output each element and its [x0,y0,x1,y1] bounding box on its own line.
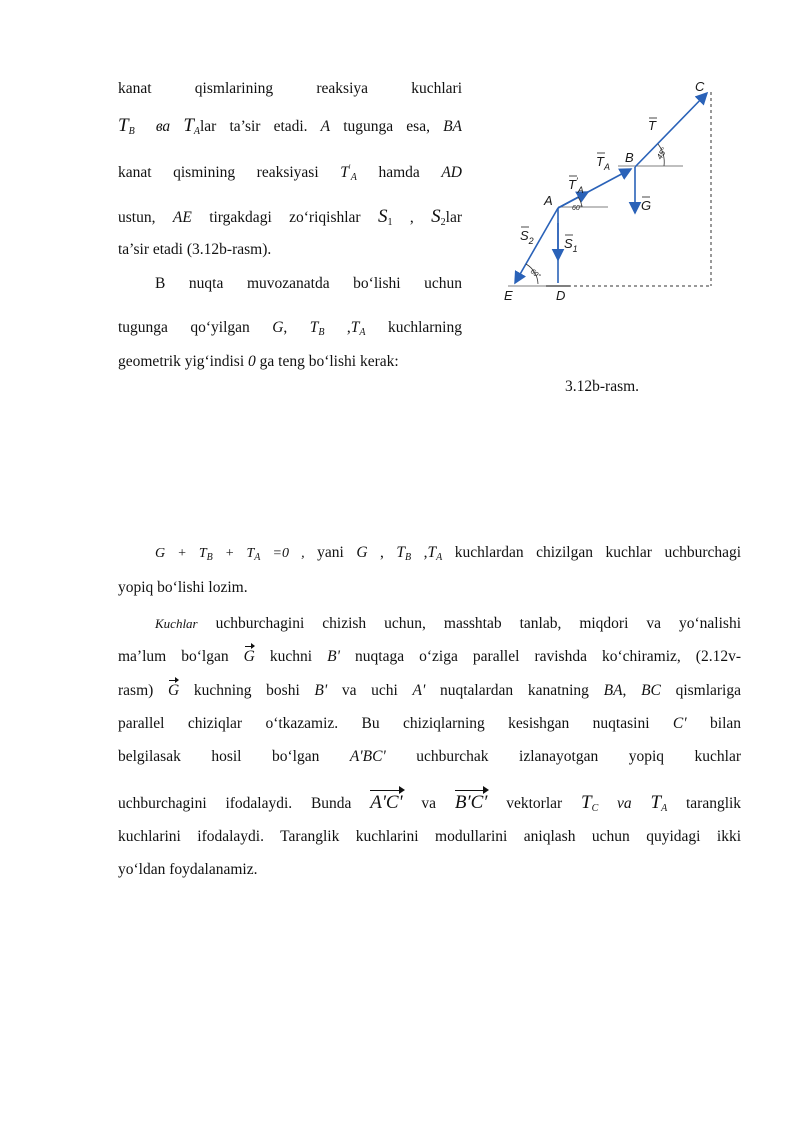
label-c: C [695,79,705,94]
label-angle-60-e: 60° [528,268,542,281]
p3-line-7: kuchlarini ifodalaydi. Taranglik kuchlarini modullarini aniqlash uchun quyidagi ikki [118,828,741,845]
label-g: G [641,198,652,213]
label-a: A [544,193,553,208]
p1-line-1: kanat qismlarining reaksiya kuchlari [118,80,463,97]
p3-line-6: uchburchagini ifodalaydi. Bunda A'C' va B′C′ vektorlar $T_C$ va $T_A$ taranglik [118,792,742,814]
label-b: B [625,150,634,165]
label-ta: $T_A$ [596,154,610,172]
p3-line-1: Kuchlar uchburchagini chizish uchun, masshtab tanlab, miqdori va yo‘nalishi [155,615,742,632]
p3-line-2: ma’lum bo‘lgan G kuchni B' nuqtaga o‘ziga parallel ravishda ko‘chiramiz, (2.12v- [118,648,742,665]
p1-line-2: $T_B$ ва $T_Alar$ ta’sir etadi. A tugunga esa, BA [118,115,463,137]
p2-line-2: yopiq bo‘lishi lozim. [118,579,248,596]
label-e: E [504,288,513,303]
p1-line-7: tugunga qo‘yilgan G, $T_B$ $,T_A$ kuchlarning [118,319,462,338]
label-angle-60-a: 60° [572,205,583,212]
p3-line-5: belgilasak hosil bo‘lgan A'BC' uchburchak izlanayotgan yopiq kuchlar [118,748,741,765]
p3-line-3: rasm) G kuchning boshi B' va uchi A' nuqtalardan kanatning BA, BC qismlariga [118,682,741,699]
label-d: D [556,288,566,303]
label-s1: $S_1$ [564,236,578,254]
label-t: T [648,118,656,133]
p1-line-8: geometrik yig‘indisi 0 ga teng bo‘lishi kerak: [118,353,399,370]
p1-line-6: B nuqta muvozanatda bo‘lishi uchun [155,275,462,292]
p2-line-1: $G + T_B + T_A =0$ , yani G , $T_B$ $,T_A$ kuchlardan chizilgan kuchlar uchburchagi [155,544,742,563]
p3-line-8: yo‘ldan foydalanamiz. [118,861,258,878]
p1-line-3: kanat qismining reaksiyasi $T'_A$ hamda AD [118,163,462,184]
p1-line-4: ustun, AE tirgakdagi zo‘riqishlar $S_1$ , $S_2lar$ [118,206,462,228]
label-ta-prime: $T'_A$ [568,176,584,195]
label-angle-45: 45° [654,146,669,161]
member-bc [635,93,707,167]
force-diagram [498,78,720,306]
p1-line-5: ta’sir etadi (3.12b-rasm). [118,241,272,258]
figure-caption: 3.12b-rasm. [565,378,640,395]
p3-line-4: parallel chiziqlar o‘tkazamiz. Bu chiziqlarning kesishgan nuqtasini C′ bilan [118,715,742,732]
label-s2: $S_2$ [520,228,534,246]
